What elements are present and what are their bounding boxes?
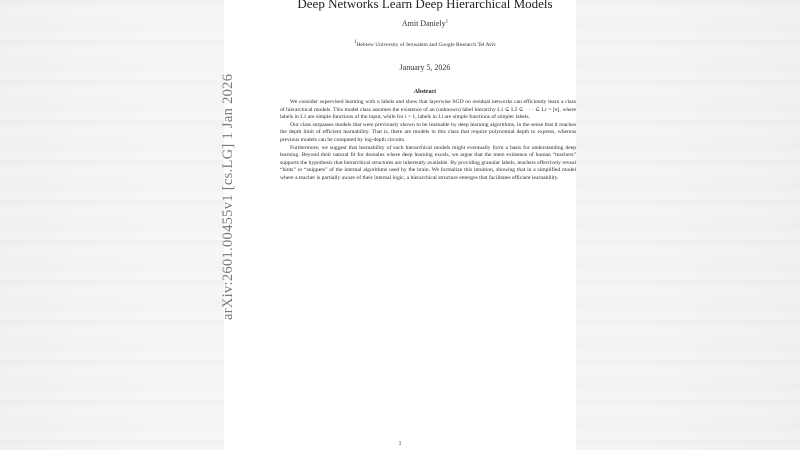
blurred-background-left	[0, 0, 224, 450]
author-name: Amit Daniely	[401, 19, 446, 28]
author-line	[300, 19, 550, 28]
affiliation-text: Hebrew University of Jerusalem and Google Research Tel Aviv	[356, 41, 497, 48]
page-number: 1	[398, 441, 402, 447]
paper-date: January 5, 2026	[399, 63, 451, 72]
abstract-paragraph: Our class surpasses models that were previously shown to be learnable by deep learning algorithms, in the sense that it reaches the depth limit of efficient learnability. That is, there are models in this class that require polynomial depth to express, whereas previous models can be computed by log-depth circuits.	[280, 121, 576, 143]
arxiv-identifier-stamp: arXiv:2601.00455v1 [cs.LG] 1 Jan 2026	[220, 73, 236, 320]
paper-title: Deep Networks Learn Deep Hierarchical Models	[297, 0, 553, 11]
affiliation-mark: 1	[353, 40, 357, 45]
affiliation-line	[300, 40, 550, 48]
abstract-body	[280, 99, 576, 183]
blurred-background-right	[576, 0, 800, 450]
abstract-paragraph: We consider supervised learning with n labels and show that layerwise SGD on residual networks can efficiently learn a class of hierarchical models. This model class assumes the existence of an (unknown) label hierarchy L1 ⊆ L2 ⊆ · · · ⊆ Lr = [n], where labels in L1 are simple functions of the input, while for i > 1, labels in Li are simple functions of simpler labels.	[280, 99, 576, 121]
abstract-heading: Abstract	[413, 89, 437, 95]
author-affiliation-mark: 1	[445, 19, 449, 25]
abstract-paragraph: Furthermore, we suggest that learnability of such hierarchical models might eventually form a basis for understanding deep learning. Beyond their natural fit for domains where deep learning excels, we argue that the mere existence of human “teachers” supports the hypothesis that hierarchical structures are inherently available. By providing granular labels, teachers effectively reveal “hints” or “snippets” of the internal algorithms used by the brain. We formalize this intuition, showing that in a simplified model where a teacher is partially aware of their internal logic, a hierarchical structure emerges that facilitates efficient learnability.	[280, 144, 576, 181]
